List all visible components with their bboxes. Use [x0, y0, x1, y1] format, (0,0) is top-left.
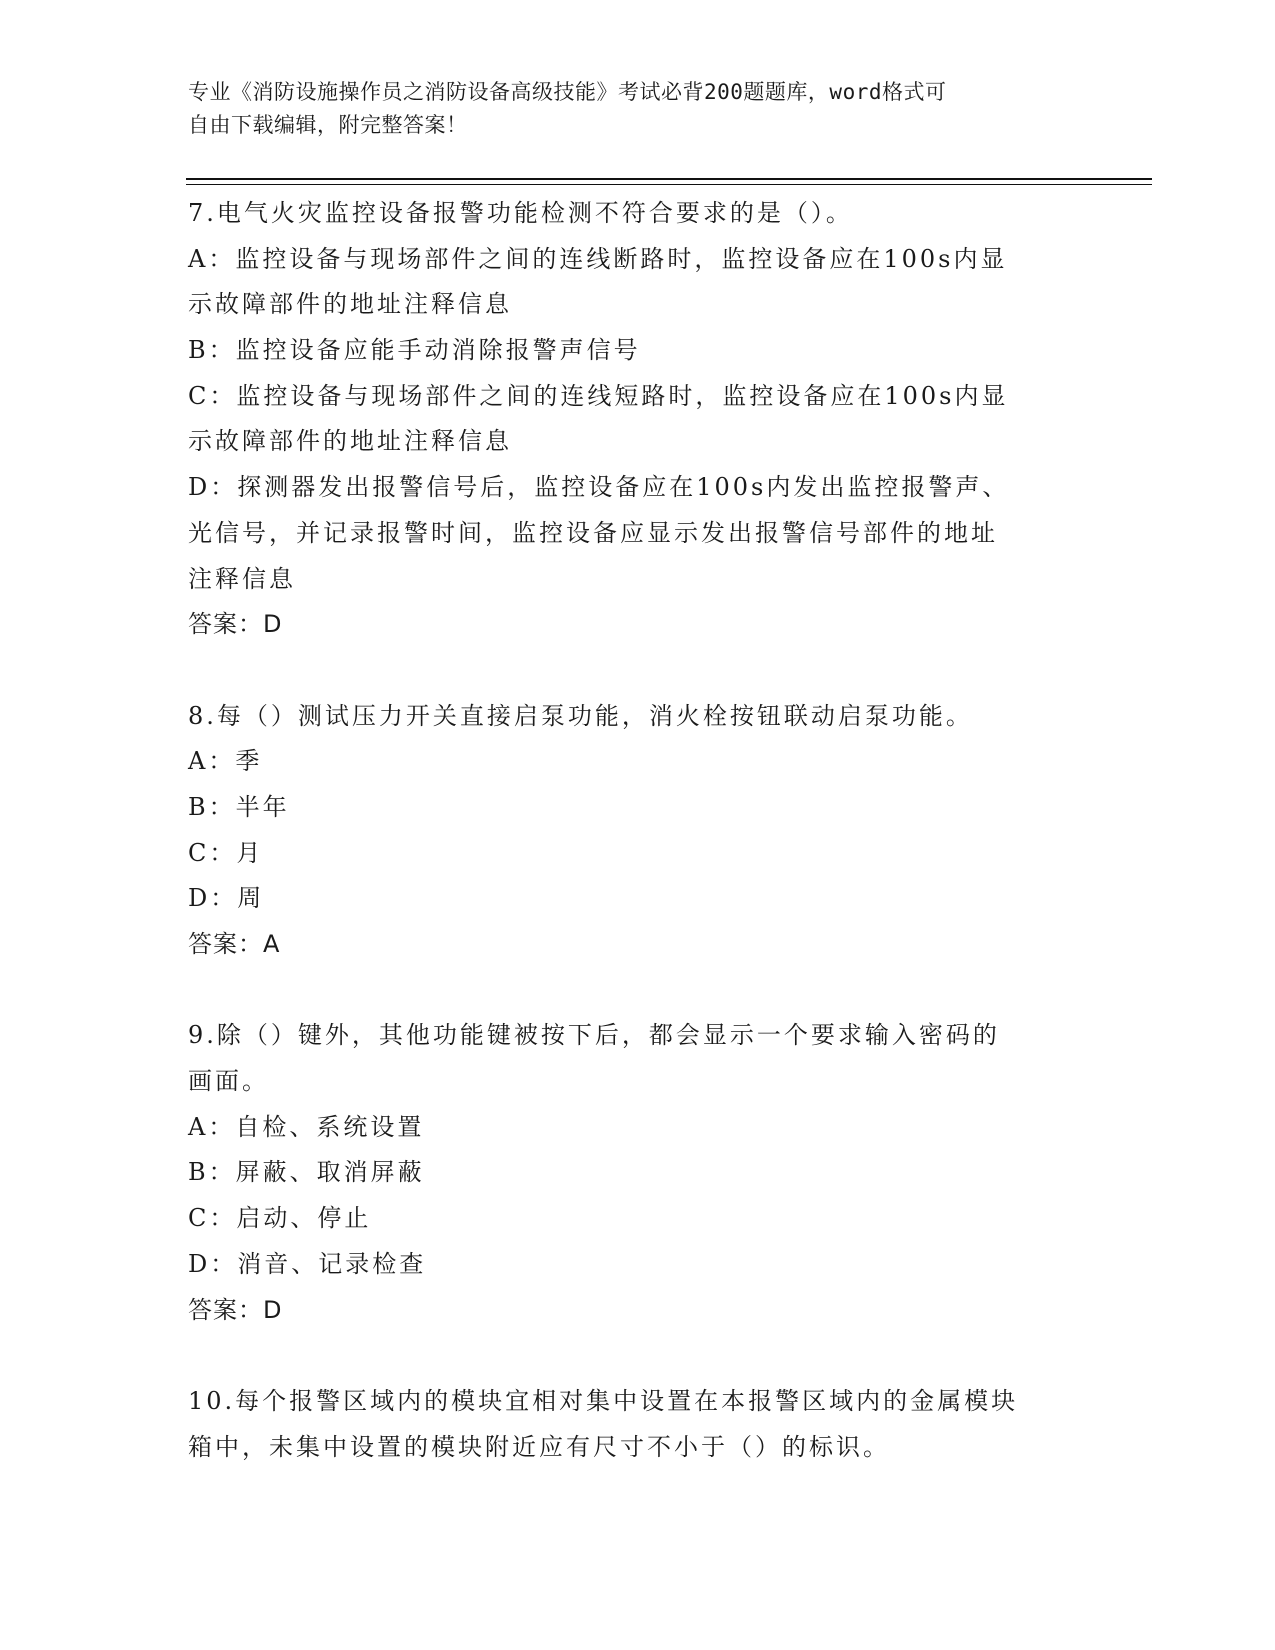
question-text: 7.电气火灾监控设备报警功能检测不符合要求的是（）。 — [188, 199, 853, 227]
answer: 答案：D — [188, 1295, 283, 1324]
option-c-cont: 示故障部件的地址注释信息 — [188, 427, 512, 456]
header-rule-thin — [186, 184, 1152, 185]
option-b: B：屏蔽、取消屏蔽 — [188, 1158, 425, 1187]
answer: 答案：A — [188, 930, 281, 958]
option-a: A：监控设备与现场部件之间的连线断路时，监控设备应在100s内显 — [188, 244, 1008, 273]
option-b: B：半年 — [188, 792, 290, 821]
question-text: 8.每（）测试压力开关直接启泵功能，消火栓按钮联动启泵功能。 — [188, 701, 973, 730]
header-rule-thick — [186, 178, 1152, 180]
question-text-cont: 画面。 — [188, 1067, 269, 1096]
question-text: 10.每个报警区域内的模块宜相对集中设置在本报警区域内的金属模块 — [188, 1386, 1019, 1415]
answer: 答案：D — [188, 610, 283, 639]
header-line-1: 专业《消防设施操作员之消防设备高级技能》考试必背200题题库，word格式可 — [188, 80, 947, 104]
question-9 — [188, 1013, 1088, 1333]
option-c: C：月 — [188, 838, 264, 867]
option-d: D：探测器发出报警信号后，监控设备应在100s内发出监控报警声、 — [188, 473, 1010, 502]
question-text-cont: 箱中，未集中设置的模块附近应有尺寸不小于（）的标识。 — [188, 1432, 890, 1461]
option-b: B：监控设备应能手动消除报警声信号 — [188, 336, 641, 365]
option-d-cont: 光信号，并记录报警时间，监控设备应显示发出报警信号部件的地址 — [188, 518, 998, 547]
option-a: A：自检、系统设置 — [188, 1112, 425, 1141]
question-10 — [188, 1379, 1088, 1470]
question-text: 9.除（）键外，其他功能键被按下后，都会显示一个要求输入密码的 — [188, 1021, 1000, 1050]
question-list — [188, 191, 1088, 1470]
option-c: C：启动、停止 — [188, 1204, 372, 1233]
question-7 — [188, 191, 1088, 648]
option-d-cont-2: 注释信息 — [188, 564, 296, 593]
header-line-2: 自由下载编辑，附完整答案！ — [188, 113, 468, 137]
option-d: D：消音、记录检查 — [188, 1249, 427, 1278]
option-c: C：监控设备与现场部件之间的连线短路时，监控设备应在100s内显 — [188, 381, 1009, 410]
option-d: D：周 — [188, 884, 265, 913]
document-header — [188, 76, 1068, 142]
option-a: A：季 — [188, 747, 263, 776]
option-a-cont: 示故障部件的地址注释信息 — [188, 290, 512, 319]
question-8 — [188, 694, 1088, 968]
